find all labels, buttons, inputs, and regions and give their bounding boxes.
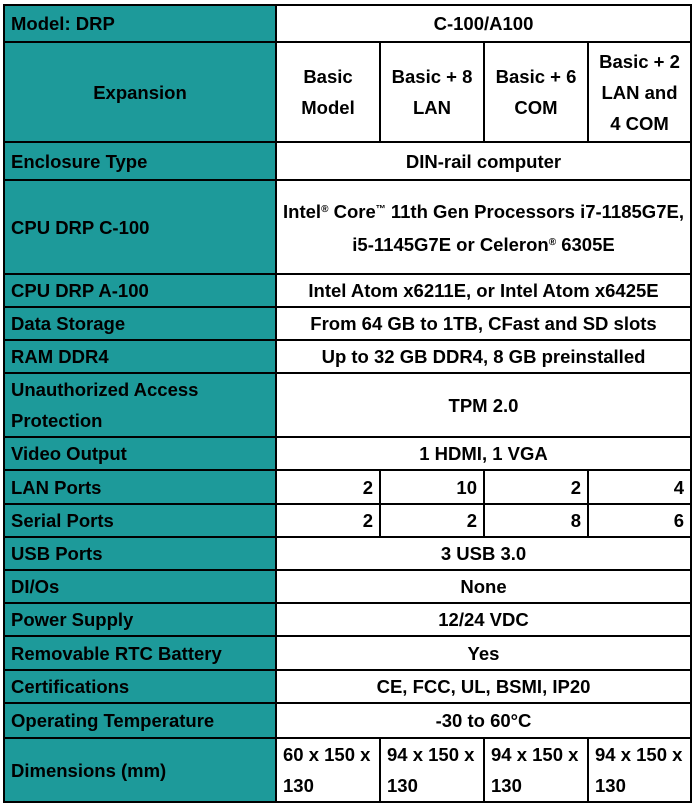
dimension-value: 60 x 150 x 130 [276, 738, 380, 802]
row-dimensions [4, 738, 691, 802]
registered-mark: ® [548, 237, 557, 248]
row-protection [4, 373, 691, 437]
row-value: Intel Atom x6211E, or Intel Atom x6425E [276, 274, 691, 307]
row-ram [4, 340, 691, 373]
row-value: -30 to 60°C [276, 703, 691, 738]
row-enclosure [4, 142, 691, 180]
registered-mark: ® [321, 204, 329, 215]
row-label: Dimensions (mm) [4, 738, 276, 802]
lan-count: 2 [276, 470, 380, 504]
row-label: Operating Temperature [4, 703, 276, 738]
row-label: Expansion [4, 42, 276, 142]
expansion-option: Basic + 2 LAN and 4 COM [588, 42, 691, 142]
expansion-option: Basic Model [276, 42, 380, 142]
serial-count: 2 [380, 504, 484, 537]
cpu-text: 6305E [556, 234, 615, 255]
row-lan [4, 470, 691, 504]
row-label: Enclosure Type [4, 142, 276, 180]
row-expansion [4, 42, 691, 142]
row-value: TPM 2.0 [276, 373, 691, 437]
row-storage [4, 307, 691, 340]
row-serial [4, 504, 691, 537]
row-value: Yes [276, 636, 691, 670]
serial-count: 2 [276, 504, 380, 537]
row-label: Data Storage [4, 307, 276, 340]
row-label: Video Output [4, 437, 276, 470]
row-label: RAM DDR4 [4, 340, 276, 373]
expansion-option: Basic + 8 LAN [380, 42, 484, 142]
row-rtc [4, 636, 691, 670]
row-video [4, 437, 691, 470]
cpu-text: Intel [283, 201, 322, 222]
row-label: LAN Ports [4, 470, 276, 504]
row-label: USB Ports [4, 537, 276, 570]
dimension-value: 94 x 150 x 130 [484, 738, 588, 802]
row-dio [4, 570, 691, 603]
dimension-value: 94 x 150 x 130 [380, 738, 484, 802]
row-value: None [276, 570, 691, 603]
lan-count: 2 [484, 470, 588, 504]
spec-table [3, 4, 692, 803]
row-label: Power Supply [4, 603, 276, 636]
row-cpu-a100 [4, 274, 691, 307]
serial-count: 8 [484, 504, 588, 537]
row-usb [4, 537, 691, 570]
row-label: CPU DRP A-100 [4, 274, 276, 307]
row-value: C-100/A100 [276, 5, 691, 42]
trademark-mark: ™ [375, 204, 386, 215]
row-value: CE, FCC, UL, BSMI, IP20 [276, 670, 691, 703]
row-value: Up to 32 GB DDR4, 8 GB preinstalled [276, 340, 691, 373]
lan-count: 4 [588, 470, 691, 504]
row-cpu-c100 [4, 180, 691, 274]
row-value: 12/24 VDC [276, 603, 691, 636]
expansion-option: Basic + 6 COM [484, 42, 588, 142]
row-label: DI/Os [4, 570, 276, 603]
row-label: Serial Ports [4, 504, 276, 537]
row-value [276, 180, 691, 274]
row-label: Certifications [4, 670, 276, 703]
row-power [4, 603, 691, 636]
row-label: Removable RTC Battery [4, 636, 276, 670]
lan-count: 10 [380, 470, 484, 504]
cpu-text: 11th Gen Processors i7-1185G7E, i5-1145G7E or Celeron [352, 201, 684, 255]
row-temperature [4, 703, 691, 738]
row-label: CPU DRP C-100 [4, 180, 276, 274]
serial-count: 6 [588, 504, 691, 537]
row-value: 1 HDMI, 1 VGA [276, 437, 691, 470]
row-value: 3 USB 3.0 [276, 537, 691, 570]
dimension-value: 94 x 150 x 130 [588, 738, 691, 802]
row-value: From 64 GB to 1TB, CFast and SD slots [276, 307, 691, 340]
row-model [4, 5, 691, 42]
row-label: Model: DRP [4, 5, 276, 42]
cpu-text: Core [328, 201, 376, 222]
row-value: DIN-rail computer [276, 142, 691, 180]
row-label: Unauthorized Access Protection [4, 373, 276, 437]
row-certifications [4, 670, 691, 703]
